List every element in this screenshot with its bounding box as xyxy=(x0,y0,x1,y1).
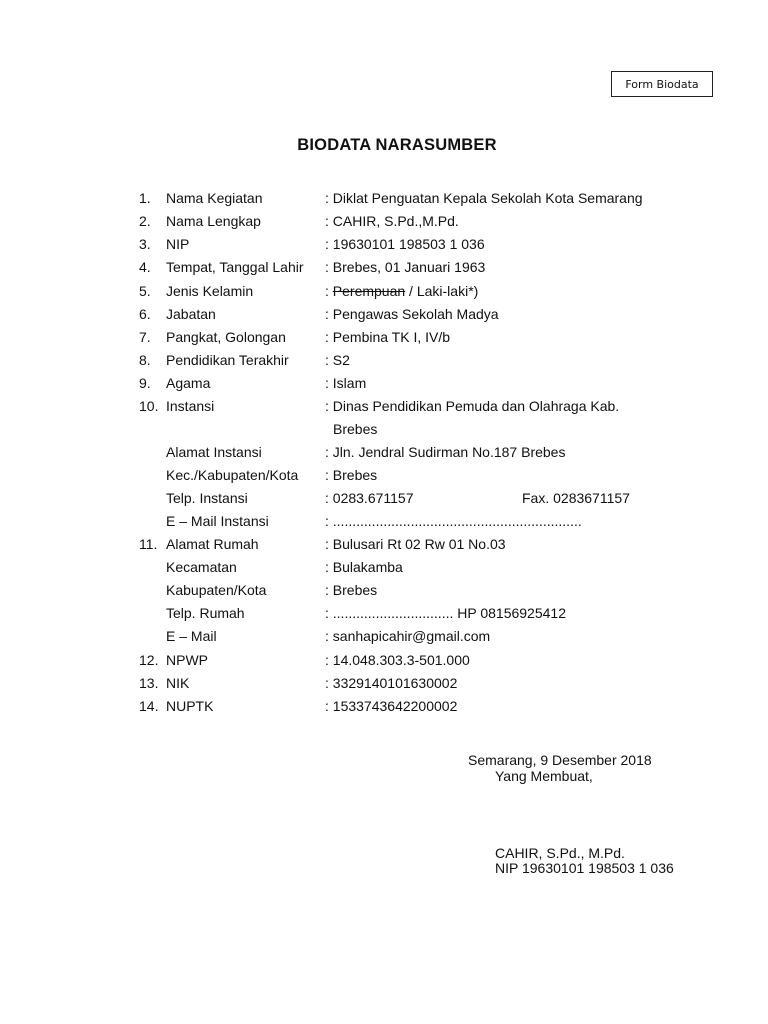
row-label: Telp. Instansi xyxy=(166,490,248,506)
row-label: NIP xyxy=(166,236,190,252)
row-label: Instansi xyxy=(166,398,215,414)
row-label: E – Mail Instansi xyxy=(166,513,269,529)
signature-place-date: Semarang, 9 Desember 2018 xyxy=(468,752,652,768)
row-label: NIK xyxy=(166,675,190,691)
row-value: : Pengawas Sekolah Madya xyxy=(325,306,499,322)
row-label: NUPTK xyxy=(166,698,214,714)
row-value: : S2 xyxy=(325,352,350,368)
value-prefix: : xyxy=(325,283,333,299)
row-number: 2. xyxy=(139,213,151,229)
signature-nip: NIP 19630101 198503 1 036 xyxy=(495,860,674,876)
row-value: : Jln. Jendral Sudirman No.187 Brebes xyxy=(325,444,566,460)
row-number: 12. xyxy=(139,652,159,668)
row-label: Kecamatan xyxy=(166,559,237,575)
row-value: : ................................................................ xyxy=(325,513,582,529)
row-value-continuation: Brebes xyxy=(333,421,378,437)
row-label: Nama Kegiatan xyxy=(166,190,263,206)
row-number: 11. xyxy=(139,536,158,552)
row-value: : Pembina TK I, IV/b xyxy=(325,329,451,345)
row-label: E – Mail xyxy=(166,628,217,644)
row-value: : Dinas Pendidikan Pemuda dan Olahraga Kab. xyxy=(325,398,620,414)
row-value: : 0283.671157 xyxy=(325,490,414,506)
row-label: Tempat, Tanggal Lahir xyxy=(166,259,304,275)
row-number: 6. xyxy=(139,306,151,322)
row-number: 1. xyxy=(139,190,151,206)
form-label: Form Biodata xyxy=(625,77,699,91)
row-value xyxy=(325,283,478,300)
struck-option: Perempuan xyxy=(332,283,406,299)
row-value: : Islam xyxy=(325,375,367,391)
row-value: : 19630101 198503 1 036 xyxy=(325,236,485,252)
form-label-box xyxy=(611,71,713,97)
row-value: : Brebes xyxy=(325,582,378,598)
row-number: 5. xyxy=(139,283,151,299)
row-number: 10. xyxy=(139,398,159,414)
row-number: 3. xyxy=(139,236,151,252)
row-label: Alamat Rumah xyxy=(166,536,259,552)
row-value: : CAHIR, S.Pd.,M.Pd. xyxy=(325,213,459,229)
row-label: Pangkat, Golongan xyxy=(166,329,286,345)
row-label: Telp. Rumah xyxy=(166,605,245,621)
row-label: Kec./Kabupaten/Kota xyxy=(166,467,299,483)
row-value: : 1533743642200002 xyxy=(325,698,458,714)
row-label: NPWP xyxy=(166,652,208,668)
row-value: : Bulakamba xyxy=(325,559,403,575)
row-label: Jenis Kelamin xyxy=(166,283,254,299)
row-label: Jabatan xyxy=(166,306,216,322)
row-number: 4. xyxy=(139,259,151,275)
row-label: Kabupaten/Kota xyxy=(166,582,267,598)
row-label: Pendidikan Terakhir xyxy=(166,352,289,368)
row-value: : 3329140101630002 xyxy=(325,675,458,691)
row-number: 8. xyxy=(139,352,151,368)
row-value: : Bulusari Rt 02 Rw 01 No.03 xyxy=(325,536,506,552)
row-number: 14. xyxy=(139,698,159,714)
row-value: : ............................... HP 08156925412 xyxy=(325,605,566,621)
row-value: : Diklat Penguatan Kepala Sekolah Kota Semarang xyxy=(325,190,643,206)
row-label: Agama xyxy=(166,375,211,391)
signature-name: CAHIR, S.Pd., M.Pd. xyxy=(495,845,625,861)
row-number: 9. xyxy=(139,375,151,391)
document-title: BIODATA NARASUMBER xyxy=(297,136,497,154)
row-value: : Brebes xyxy=(325,467,378,483)
value-rest: / Laki-laki*) xyxy=(405,283,479,299)
row-value: : sanhapicahir@gmail.com xyxy=(325,628,491,644)
row-value: : Brebes, 01 Januari 1963 xyxy=(325,259,486,275)
row-label: Nama Lengkap xyxy=(166,213,261,229)
row-value: : 14.048.303.3-501.000 xyxy=(325,652,470,668)
fax-value: Fax. 0283671157 xyxy=(522,490,630,506)
row-label: Alamat Instansi xyxy=(166,444,262,460)
row-number: 13. xyxy=(139,675,159,691)
signature-role: Yang Membuat, xyxy=(495,768,593,784)
row-number: 7. xyxy=(139,329,151,345)
